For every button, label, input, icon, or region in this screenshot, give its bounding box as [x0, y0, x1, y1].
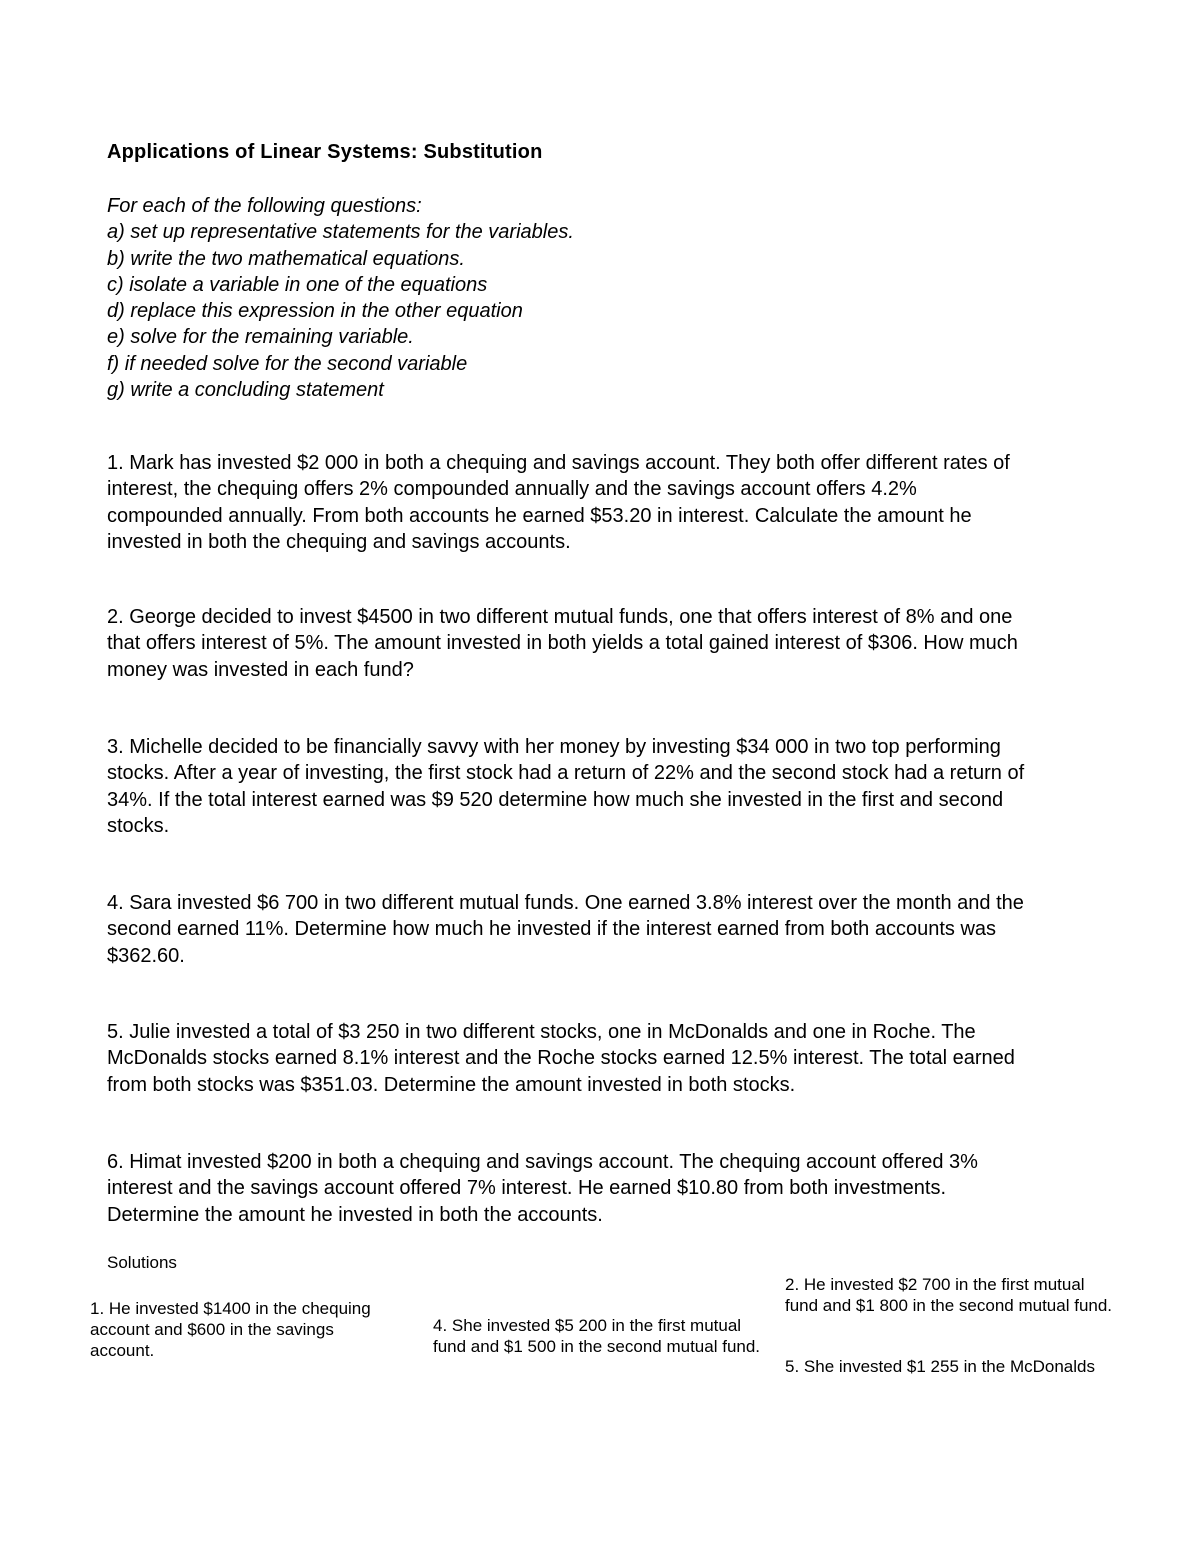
- instruction-d: d) replace this expression in the other equation: [107, 300, 523, 323]
- instruction-b: b) write the two mathematical equations.: [107, 247, 465, 270]
- problem-6: 6. Himat invested $200 in both a chequing and savings account. The chequing account offered 3% interest and the savings account offered 7% interest. He earned $10.80 from both investments. Determine the amount he invested in both the accounts.: [107, 1151, 978, 1226]
- problem-3: 3. Michelle decided to be financially savvy with her money by investing $34 000 in two top performing stocks. After a year of investing, the first stock had a return of 22% and the second stock had a return of 34%. If the total interest earned was $9 520 determine how much she invested in the first and second stocks.: [107, 736, 1025, 837]
- instruction-e: e) solve for the remaining variable.: [107, 326, 414, 349]
- instruction-g: g) write a concluding statement: [107, 379, 384, 402]
- solution-4: 4. She invested $5 200 in the first mutual fund and $1 500 in the second mutual fund.: [433, 1316, 761, 1356]
- instruction-a: a) set up representative statements for the variables.: [107, 221, 574, 244]
- problem-5: 5. Julie invested a total of $3 250 in two different stocks, one in McDonalds and one in Roche. The McDonalds stocks earned 8.1% interest and the Roche stocks earned 12.5% interest. The total earned from both stocks was $351.03. Determine the amount invested in both stocks.: [107, 1021, 1015, 1096]
- instructions-list: [107, 193, 574, 403]
- instructions-intro: For each of the following questions:: [107, 195, 422, 217]
- instruction-c: c) isolate a variable in one of the equations: [107, 273, 488, 296]
- problem-1: 1. Mark has invested $2 000 in both a chequing and savings account. They both offer different rates of interest, the chequing offers 2% compounded annually and the savings account offers 4.2% compounded annually. From both accounts he earned $53.20 in interest. Calculate the amount he invested in both the chequing and savings accounts.: [107, 452, 1010, 553]
- solution-1: 1. He invested $1400 in the chequing account and $600 in the savings account.: [90, 1299, 371, 1360]
- problem-4: 4. Sara invested $6 700 in two different mutual funds. One earned 3.8% interest over the month and the second earned 11%. Determine how much he invested if the interest earned from both accounts was $362.60.: [107, 892, 1024, 967]
- problem-2: 2. George decided to invest $4500 in two different mutual funds, one that offers interest of 8% and one that offers interest of 5%. The amount invested in both yields a total gained interest of $306. How much money was invested in each fund?: [107, 606, 1018, 681]
- solutions-heading: Solutions: [107, 1253, 177, 1272]
- solution-5: 5. She invested $1 255 in the McDonalds: [785, 1357, 1095, 1376]
- solution-2: 2. He invested $2 700 in the first mutual fund and $1 800 in the second mutual fund.: [785, 1275, 1113, 1315]
- instruction-f: f) if needed solve for the second variable: [107, 352, 468, 375]
- page-title: Applications of Linear Systems: Substitution: [107, 141, 543, 163]
